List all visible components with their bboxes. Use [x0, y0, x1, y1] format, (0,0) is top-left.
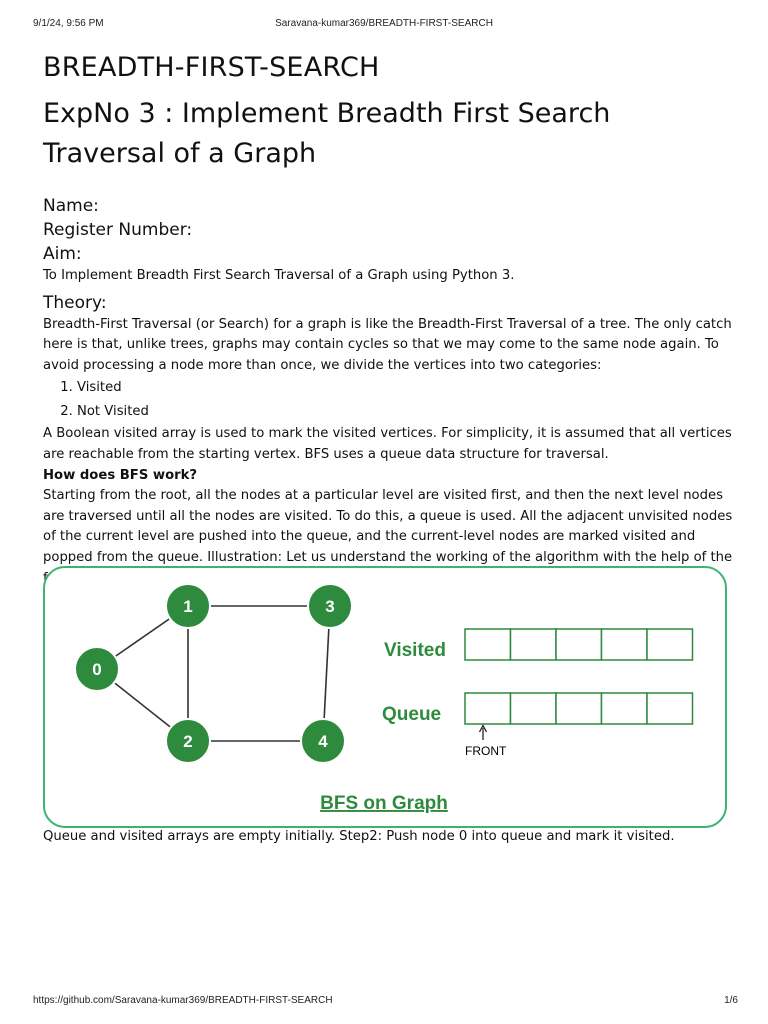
- figure-caption: BFS on Graph: [320, 793, 448, 814]
- queue-array: [465, 693, 693, 724]
- graph-node-label: 4: [318, 732, 328, 751]
- graph-node-2: [166, 719, 210, 763]
- visited-label: Visited: [384, 640, 446, 661]
- graph-node-3: [308, 584, 352, 628]
- bfs-figure: [43, 566, 727, 828]
- register-number-label: Register Number:: [43, 220, 193, 240]
- document-body: [43, 48, 733, 589]
- visited-cell: [465, 629, 511, 660]
- theory-text: Breadth-First Traversal (or Search) for a graph is like the Breadth-First Traversal of a tree. The only catch here is that, unlike trees, graphs may contain cycles so that we may come to the same node again. To avoid processing a node more than once, we divide the vertices into two categories:: [43, 316, 732, 373]
- experiment-title: ExpNo 3 : Implement Breadth First Search Traversal of a Graph: [43, 98, 611, 169]
- queue-label: Queue: [382, 704, 442, 725]
- aim-text: To Implement Breadth First Search Traversal of a Graph using Python 3.: [43, 268, 515, 283]
- queue-cell: [511, 693, 557, 724]
- front-arrow-icon: [480, 726, 487, 741]
- list-item: 2. Not Visited: [77, 400, 733, 424]
- repo-title: BREADTH-FIRST-SEARCH: [43, 52, 380, 83]
- graph-node-4: [301, 719, 345, 763]
- graph-node-label: 3: [325, 597, 335, 616]
- how-bfs-works-text: Starting from the root, all the nodes at a particular level are visited first, and then the next level nodes are traversed until all the nodes are visited. To do this, a queue is used. All the adjacent unvisited nodes of the current level are pushed into the queue, and the current-level nodes are marked visited and popped from the queue. Illustration: Let us understand the working of the algorithm with the help of the: [43, 488, 733, 565]
- page-number: 1/6: [724, 995, 738, 1006]
- after-figure-text: Queue and visited arrays are empty initially. Step2: Push node 0 into queue and mark it visited.: [43, 829, 675, 844]
- after-figure-text-block: [43, 827, 733, 848]
- graph-edges: [97, 606, 330, 741]
- graph-nodes: [75, 584, 352, 763]
- bfs-graph-diagram: [45, 568, 725, 826]
- print-page-title: Saravana-kumar369/BREADTH-FIRST-SEARCH: [275, 18, 493, 29]
- front-label: FRONT: [465, 744, 507, 758]
- category-list: [43, 376, 733, 424]
- name-label: Name:: [43, 196, 99, 216]
- visited-cell: [647, 629, 693, 660]
- theory-heading: Theory:: [43, 292, 107, 313]
- print-datetime: 9/1/24, 9:56 PM: [33, 18, 104, 29]
- graph-node-label: 1: [183, 597, 193, 616]
- aim-heading: Aim:: [43, 244, 82, 264]
- visited-cell: [602, 629, 648, 660]
- visited-cell: [511, 629, 557, 660]
- graph-node-0: [75, 647, 119, 691]
- queue-cell: [602, 693, 648, 724]
- queue-cell: [465, 693, 511, 724]
- how-bfs-works-heading: How does BFS work?: [43, 467, 198, 483]
- list-item: 1. Visited: [77, 376, 733, 400]
- visited-cell: [556, 629, 602, 660]
- queue-cell: [556, 693, 602, 724]
- print-url: https://github.com/Saravana-kumar369/BREADTH-FIRST-SEARCH: [33, 995, 333, 1006]
- visited-array: [465, 629, 693, 660]
- queue-cell: [647, 693, 693, 724]
- graph-node-1: [166, 584, 210, 628]
- visited-array-text: A Boolean visited array is used to mark the visited vertices. For simplicity, it is assumed that all vertices are reachable from the starting vertex. BFS uses a queue data structure for traversal.: [43, 426, 732, 462]
- graph-node-label: 0: [92, 660, 102, 679]
- graph-node-label: 2: [183, 732, 193, 751]
